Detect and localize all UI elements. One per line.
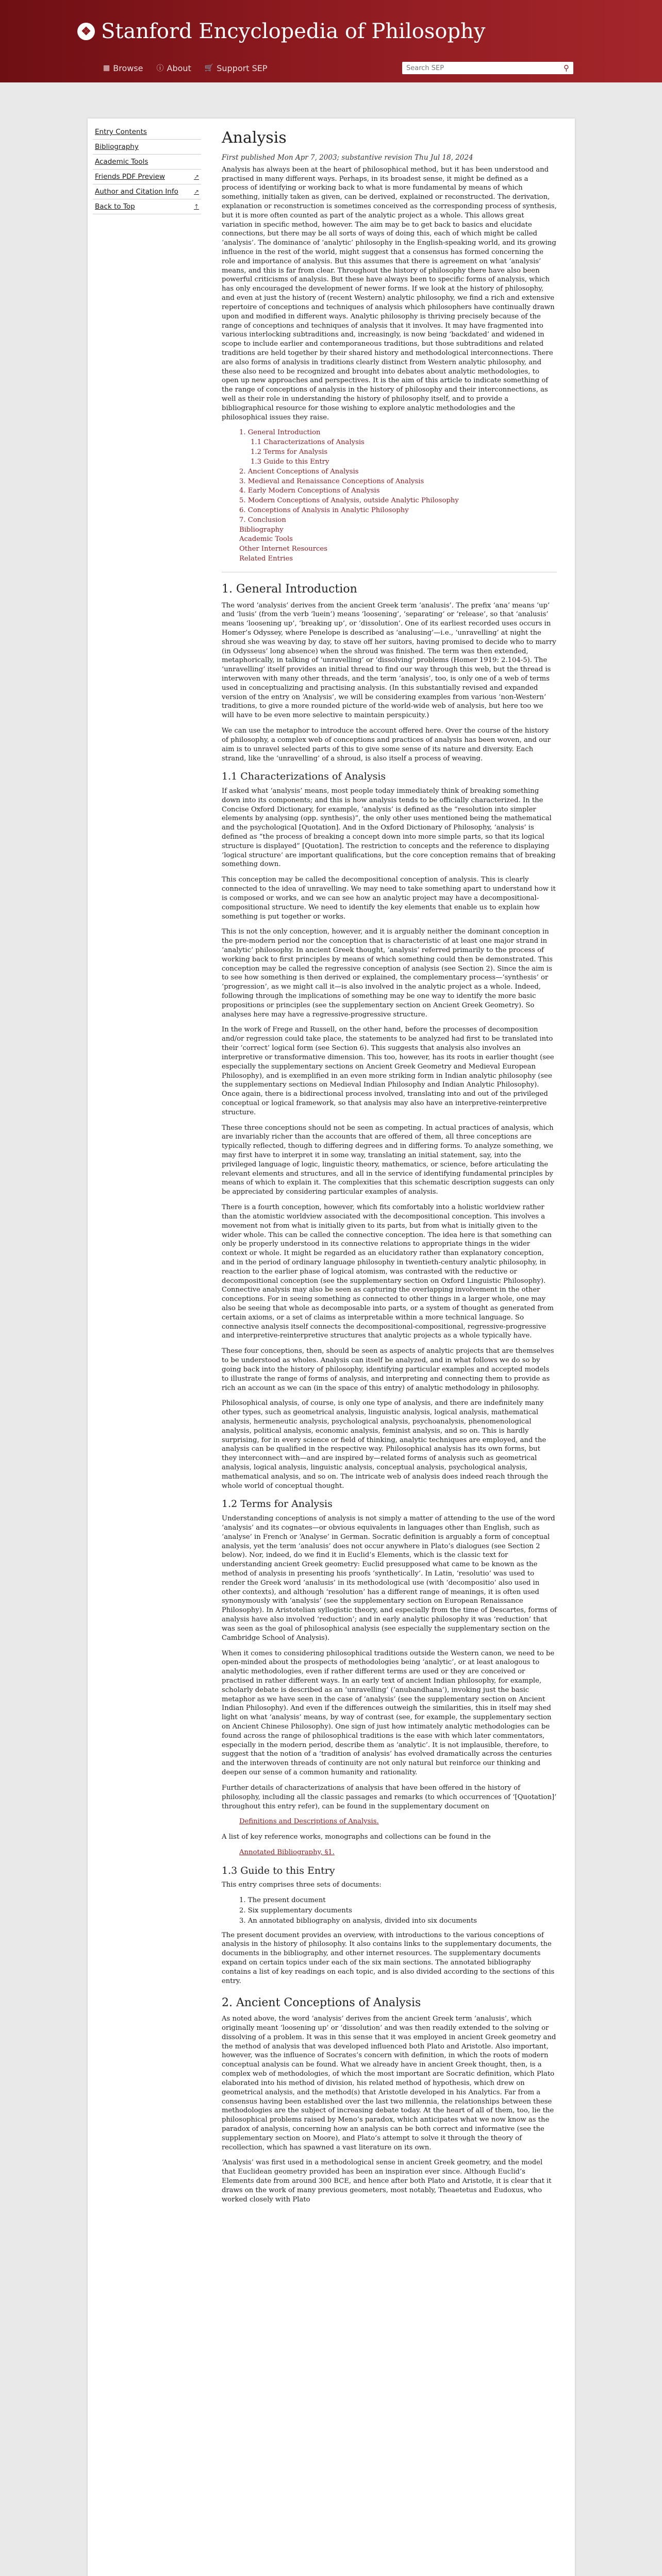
toc-item[interactable]: 6. Conceptions of Analysis in Analytic Philosophy [239, 506, 409, 514]
info-icon: ⓘ [156, 64, 164, 73]
paragraph: ‘Analysis’ was first used in a methodological sense in ancient Greek geometry, and the model that Euclidean geometry provided has been an inspiration ever since. Although Euclid’s Elements date from around 300 BCE, and hence after both Plato and Aristotle, it is clear that it draws on the work of many previous geometers, most notably, Theaetetus and Eudoxus, who worked closely with Plato [222, 2159, 552, 2204]
sidebar [88, 118, 206, 216]
external-link-icon: ↗ [193, 188, 199, 195]
paragraph: Further details of characterizations of analysis that have been offered in the history of philosophy, including all the classic passages and remarks (to which occurrences of ‘[Quotation]’ throughout this entry refer), can be found in the supplementary document on [222, 1784, 557, 1810]
toc-item[interactable]: Related Entries [239, 555, 293, 563]
search-icon[interactable]: ⚲ [564, 63, 569, 73]
toc-item[interactable]: 2. Ancient Conceptions of Analysis [239, 467, 359, 476]
paragraph: There is a fourth conception, however, which fits comfortably into a holistic worldview rather than the atomistic worldview associated with the decompositional conception. This involves a movement not from what is initially given to its parts, but from what is initially given to the wider whole. This can be called the connective conception. The idea here is that something can only be properly understood in its connective relations to appropriate things in the wider context or whole. It might be regarded as an elucidatory rather than explanatory conception, and in the period of ordinary language philosophy in twentieth-century analytic philosophy, in reaction to the earlier phase of logical atomism, was contrasted with the reductive or decompositional conception (see the supplementary section on Oxford Linguistic Philosophy). Connective analysis may also be seen as capturing the overlapping involvement in the other conceptions. For in seeing something as connected to other things in a larger whole, one may also be seeing that whole as decomposable into parts, or a system of thought as generated from certain axioms, or a set of claims as interpretable within a more technical language. So connective analysis itself connects the decompositional-compositional, regressive-progressive and interpretive-reinterpretive structures that analytic projects as a whole typically have. [222, 1204, 554, 1340]
list-item: 1. The present document [239, 1896, 326, 1905]
toc-item[interactable]: 7. Conclusion [239, 516, 286, 524]
up-arrow-icon: ↑ [193, 203, 199, 210]
toc-item[interactable]: Other Internet Resources [239, 545, 327, 553]
paragraph: When it comes to considering philosophical traditions outside the Western canon, we need to be open-minded about the prospects of methodologies being ‘analytic’, or at least analogous to analytic methodologies, even if rather different terms are used or they are conceived or practised in rather different ways. In an early text of ancient Indian philosophy, for example, scholarly debate is described as an ‘unravelling’ (‘anubandhana’), invoking just the basic metaphor as we have seen in the case of ‘analysis’ (see the supplementary section on Ancient Indian Philosophy). And even if the differences outweigh the similarities, this in itself may shed light on what ‘analysis’ means, by way of contrast (see, for example, the supplementary section on Ancient Chinese Philosophy). One sign of just how intimately analytic methodologies can be found across the range of philosophical traditions is the ease with which later commentators, especially in the modern period, describe them as ‘analytic’. It is not implausible, therefore, to suggest that the notion of a ‘tradition of analysis’ has evolved dramatically across the centuries and the interwoven threads of continuity are not only natural but reinforce our thinking and deepen our sense of a common humanity and rationality. [222, 1649, 555, 1777]
top-nav [103, 63, 268, 73]
toc-item[interactable]: 1.3 Guide to this Entry [251, 457, 329, 466]
list-item: 3. An annotated bibliography on analysis, divided into six documents [239, 1917, 477, 1925]
cart-icon: 🛒 [204, 64, 214, 72]
toc-item[interactable]: 5. Modern Conceptions of Analysis, outside Analytic Philosophy [239, 497, 459, 505]
paragraph: Philosophical analysis, of course, is only one type of analysis, and there are indefinitely many other types, such as geometrical analysis, linguistic analysis, logical analysis, mathematical analysis, hermeneutic analysis, psychological analysis, psychoanalysis, phenomenological analysis, political analysis, economic analysis, feminist analysis, and so on. This is hardly surprising, for in every science or field of thinking, analytic techniques are employed, and the analysis can be qualified in the respective way. Philosophical analysis has its own forms, but they interconnect with—and are inspired by—related forms of analysis such as geometrical analysis, logical analysis, linguistic analysis, conceptual analysis, psychological analysis, mathematical analysis, and so on. The intricate web of analysis does indeed reach through the whole world of conceptual thought. [222, 1399, 548, 1490]
nav-about[interactable]: ⓘ About [156, 63, 191, 73]
page-title: Analysis [222, 129, 287, 147]
section-heading: 1. General Introduction [222, 582, 357, 596]
external-link-icon: ↗ [193, 173, 199, 180]
nav-browse[interactable]: ▦ Browse [103, 63, 143, 73]
paragraph: In the work of Frege and Russell, on the other hand, before the processes of decomposition and/or regression could take place, the statements to be analyzed had first to be translated into their ‘correct’ logical form (see Section 6). This suggests that analysis also involves an interpretive or transformative dimension. This too, however, has its roots in earlier thought (see especially the supplementary sections on Ancient Greek Geometry and Medieval European Philosophy), and is exemplified in an even more striking form in Indian analytic philosophy (see the supplementary sections on Medieval Indian Philosophy and Indian Analytic Philosophy). Once again, there is a bidirectional process involved, translating into and out of the privileged conceptual or logical framework, so that analysis may also have an interpretive-reinterpretive structure. [222, 1026, 554, 1116]
sidebar-item-back-to-top[interactable]: Back to Top ↑ [93, 199, 201, 214]
paragraph: This is not the only conception, however, and it is arguably neither the dominant conception in the pre-modern period nor the conception that is characteristic of at least one major strand in ‘analytic’ philosophy. In ancient Greek thought, ‘analysis’ referred primarily to the process of working back to first principles by means of which something could then be demonstrated. This conception may be called the regressive conception of analysis (see Section 2). Since the aim is to see how something is then derived or explained, the complementary process—‘synthesis’ or ‘progression’, as we might call it—is also involved in the analytic project as a whole. Indeed, following through the implications of something may be one way to identify the more basic propositions or principles (see the supplementary section on Ancient Greek Geometry). So analyses here may have a regressive-progressive structure. [222, 928, 553, 1019]
paragraph: A list of key reference works, monographs and collections can be found in the [222, 1833, 491, 1841]
toc-item[interactable]: 1.1 Characterizations of Analysis [251, 438, 365, 447]
toc-item[interactable]: 3. Medieval and Renaissance Conceptions of Analysis [239, 477, 424, 485]
subsection-heading: 1.3 Guide to this Entry [222, 1865, 335, 1876]
subsection-heading: 1.2 Terms for Analysis [222, 1498, 333, 1510]
toc-item[interactable]: Bibliography [239, 526, 284, 534]
paragraph: These three conceptions should not be seen as competing. In actual practices of analysis, which are invariably richer than the accounts that are offered of them, all three conceptions are typically reflected, though to differing degrees and in differing forms. To analyze something, we may first have to interpret it in some way, translating an initial statement, say, into the privileged language of logic, linguistic theory, mathematics, or science, before articulating the relevant elements and structures, and all in the service of identifying fundamental principles by means of which to explain it. The complexities that this schematic description suggests can only be appreciated by considering particular examples of analysis. [222, 1124, 554, 1196]
grid-icon: ▦ [103, 64, 110, 72]
paragraph: As noted above, the word ‘analysis’ derives from the ancient Greek term ‘analusis’, which originally meant ‘loosening up’ or ‘dissolution’ and was then readily extended to the solving or dissolving of a problem. It was in this sense that it was employed in ancient Greek geometry and the method of analysis that was developed influenced both Plato and Aristotle. Also important, however, was the influence of Socrates’s concern with definition, in which the roots of modern conceptual analysis can be found. What we already have in ancient Greek thought, then, is a complex web of methodologies, of which the most important are Socratic definition, which Plato elaborated into his method of division, his related method of hypothesis, which drew on geometrical analysis, and the method(s) that Aristotle developed in his Analytics. Far from a consensus having been established over the last two millennia, the relationships between these methodologies are the subject of increasing debate today. At the heart of all of them, too, lie the philosophical problems raised by Meno’s paradox, which anticipates what we now know as the paradox of analysis, concerning how an analysis can be both correct and informative (see the supplementary section on Moore), and Plato’s attempt to solve it through the theory of recollection, which has spawned a vast literature on its own. [222, 2015, 556, 2151]
toc-item[interactable]: 4. Early Modern Conceptions of Analysis [239, 487, 380, 495]
section-heading: 2. Ancient Conceptions of Analysis [222, 1996, 421, 2009]
toc-item[interactable]: 1.2 Terms for Analysis [251, 448, 328, 456]
site-header [0, 0, 662, 82]
search-input[interactable] [402, 62, 573, 74]
toc-item[interactable]: Academic Tools [239, 535, 293, 544]
paragraph: If asked what ‘analysis’ means, most people today immediately think of breaking something down into its components; and this is how analysis tends to be officially characterized. In the Concise Oxford Dictionary, for example, ‘analysis’ is defined as the “resolution into simpler elements by analysing (opp. synthesis)”, the only other uses mentioned being the mathematical and the psychological [Quotation]. And in the Oxford Dictionary of Philosophy, ‘analysis’ is defined as “the process of breaking a concept down into more simple parts, so that its logical structure is displayed” [Quotation]. The restriction to concepts and the reference to displaying ‘logical structure’ are important qualifications, but the core conception remains that of breaking something down. [222, 787, 556, 869]
toc-item[interactable]: 1. General Introduction [239, 429, 321, 437]
document-list [239, 1896, 557, 1925]
site-brand[interactable] [77, 20, 485, 43]
main-panel [88, 118, 575, 2576]
paragraph: Understanding conceptions of analysis is not simply a matter of attending to the use of the word ‘analysis’ and its cognates—or obvious equivalents in languages other than English, such as ‘analyse’ in French or ‘Analyse’ in German. Socratic definition is arguably a form of conceptual analysis, yet the term ‘analusis’ does not occur anywhere in Plato’s dialogues (see Section 2 below). Nor, indeed, do we find it in Euclid’s Elements, which is the classic text for understanding ancient Greek geometry: Euclid presupposed what came to be known as the method of analysis in presenting his proofs ‘synthetically’. In Latin, ‘resolutio’ was used to render the Greek word ‘analusis’ in its methodological use (with ‘decompositio’ also used in other contexts), and although ‘resolution’ has a different range of meanings, it is often used synonymously with ‘analysis’ (see the supplementary section on European Renaissance Philosophy). In Aristotelian syllogistic theory, and especially from the time of Descartes, forms of analysis have also involved ‘reduction’; and in early analytic philosophy it was ‘reduction’ that was seen as the goal of philosophical analysis (see especially the supplementary section on the Cambridge School of Analysis). [222, 1515, 557, 1642]
paragraph: The present document provides an overview, with introductions to the various conceptions of analysis in the history of philosophy. It also contains links to the supplementary documents, the documents in the bibliography, and other internet resources. The supplementary documents expand on certain topics under each of the six main sections. The annotated bibliography contains a list of key readings on each topic, and is also divided according to the sections of this entry. [222, 1931, 555, 1985]
paragraph: The word ‘analysis’ derives from the ancient Greek term ‘analusis’. The prefix ‘ana’ means ‘up’ and ‘lusis’ (from the verb ‘luein’) means ‘loosening’, ‘separating’ or ‘release’, so that ‘analusis’ means ‘loosening up’, ‘breaking up’, or ‘dissolution’. One of its earliest recorded uses occurs in Homer’s Odyssey, where Penelope is described as ‘analusing’—i.e., ‘unravelling’ at night the shroud she was weaving by day, to stave off her suitors, having promised to decide who to marry (in Odysseus’ long absence) when the shroud was finished. The term was then extended, metaphorically, in talking of ‘unravelling’ or ‘dissolving’ problems (Homer 1919: 2.104-5). The ‘unravelling’ itself provides an initial thread to find our way through this web, but the thread is interwoven with many other threads, and the term ‘analysis’, too, is only one of a web of terms used in conceptualizing and practising analysis. (In this substantially revised and expanded version of the entry on ‘Analysis’, we will be considering examples from various ‘non-Western’ traditions, to give a more rounded picture of the world-wide web of analysis, but here too we will have to be even more selective to maintain perspicuity.) [222, 601, 556, 720]
sep-logo-icon: ❖ [77, 23, 95, 40]
list-item: 2. Six supplementary documents [239, 1907, 352, 1915]
table-of-contents [239, 428, 557, 563]
sidebar-item-academic-tools[interactable]: Academic Tools [93, 155, 201, 170]
search-placeholder: Search SEP [406, 64, 444, 72]
paragraph: We can use the metaphor to introduce the account offered here. Over the course of the history of philosophy, a complex web of conceptions and practices of analysis has been woven, and our aim is to unravel selected parts of this to give some sense of its nature and diversity. Each strand, like the ‘unravelling’ of a shroud, is also itself a process of weaving. [222, 727, 551, 762]
sidebar-item-citation-info[interactable]: Author and Citation Info ↗ [93, 184, 201, 199]
article-content [222, 128, 557, 2210]
sidebar-item-pdf-preview[interactable]: Friends PDF Preview ↗ [93, 170, 201, 184]
paragraph: This conception may be called the decompositional conception of analysis. This is clearly connected to the idea of unravelling. We may need to take something apart to understand how it is composed or works, and we can see how an analytic project may have a decompositional-compositional structure. We need to identify the key elements that enable us to explain how something is put together or works. [222, 876, 556, 921]
site-title: Stanford Encyclopedia of Philosophy [101, 20, 486, 43]
publication-info: First published Mon Apr 7, 2003; substantive revision Thu Jul 18, 2024 [222, 153, 473, 162]
subsection-heading: 1.1 Characterizations of Analysis [222, 771, 386, 783]
nav-support[interactable]: 🛒 Support SEP [204, 63, 268, 73]
sidebar-item-entry-contents[interactable]: Entry Contents [93, 125, 201, 140]
bibliography-link[interactable]: Annotated Bibliography, §1. [239, 1848, 335, 1856]
sidebar-item-bibliography[interactable]: Bibliography [93, 140, 201, 155]
definitions-link[interactable]: Definitions and Descriptions of Analysis. [239, 1818, 379, 1826]
intro-paragraph: Analysis has always been at the heart of philosophical method, but it has been understood and practised in many different ways. Perhaps, in its broadest sense, it might be defined as a process of identifying or working back to what is more fundamental by means of which something, initially taken as given, can be derived, explained or reconstructed. The derivation, explanation or reconstruction is sometimes conceived as the corresponding process of synthesis, but it is more often counted as part of the analytic project as a whole. This allows great variation in specific method, however. The aim may be to get back to basics and elucidate connections, but there may be all sorts of ways of doing this, each of which might be called ‘analysis’. The dominance of ‘analytic’ philosophy in the English-speaking world, and its growing influence in the rest of the world, might suggest that a consensus has formed concerning the role and importance of analysis. But this assumes that there is agreement on what ‘analysis’ means, and this is far from clear. Throughout the history of philosophy there have also been powerful criticisms of analysis. But these have always been to specific forms of analysis, which has only encouraged the development of newer forms. If we look at the history of philosophy, and even at just the history of (recent Western) analytic philosophy, we find a rich and extensive repertoire of conceptions and techniques of analysis which philosophers have continually drawn upon and modified in different ways. Analytic philosophy is thriving precisely because of the range of conceptions and techniques of analysis that it involves. It may have fragmented into various interlocking subtraditions and, increasingly, is now being ‘backdated’ and widened in scope to include earlier and contemporaneous traditions, but those subtraditions and related traditions are held together by their shared history and methodological interconnections. There are also forms of analysis in traditions clearly distinct from Western analytic philosophy, and these also need to be recognized and brought into debates about analytic methodologies, to open up new approaches and perspectives. It is the aim of this article to indicate something of the range of conceptions of analysis in the history of philosophy and their interconnections, as well as their role in understanding the history of philosophy itself, and to provide a bibliographical resource for those wishing to explore analytic methodologies and the philosophical issues they raise. [222, 165, 557, 421]
paragraph: This entry comprises three sets of documents: [222, 1881, 382, 1889]
paragraph: These four conceptions, then, should be seen as aspects of analytic projects that are themselves to be understood as wholes. Analysis can itself be analyzed, and in what follows we do so by going back into the history of philosophy, identifying particular examples and accepted models to illustrate the range of forms of analysis, and interpreting and connecting them to provide as rich an account as we can (in the space of this entry) of analytic methodology in philosophy. [222, 1347, 554, 1392]
